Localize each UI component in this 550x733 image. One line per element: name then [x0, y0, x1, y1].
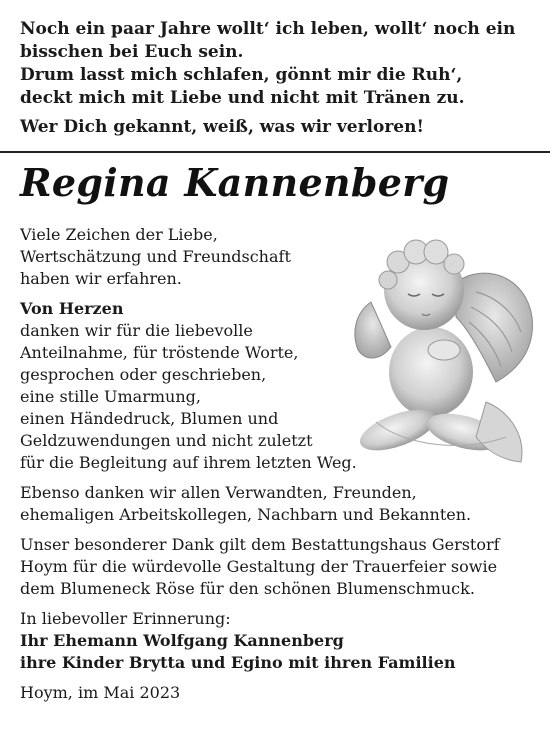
poem-line: Drum lasst mich schlafen, gönnt mir die Ruh‘,: [20, 65, 463, 85]
special-thanks-paragraph: [20, 534, 540, 600]
thanks-intro-line: Wertschätzung und Freundschaft: [20, 247, 291, 266]
special-line: Hoym für die würdevolle Gestaltung der Trauerfeier sowie: [20, 557, 498, 576]
special-line: Unser besonderer Dank gilt dem Bestattungshaus Gerstorf: [20, 535, 500, 554]
thanks-intro-line: haben wir erfahren.: [20, 269, 182, 288]
special-line: dem Blumeneck Röse für den schönen Blumenschmuck.: [20, 579, 475, 598]
deceased-name: Regina Kannenberg: [20, 160, 450, 205]
heart-label: Von Herzen: [20, 299, 124, 318]
thanks-body-line: einen Händedruck, Blumen und: [20, 409, 279, 428]
place-date: Hoym, im Mai 2023: [20, 683, 181, 702]
signer-line: Ihr Ehemann Wolfgang Kannenberg: [20, 631, 344, 650]
thanks-text: [20, 224, 540, 704]
thanks-intro-line: Viele Zeichen der Liebe,: [20, 225, 218, 244]
signature-block: [20, 608, 540, 674]
thanks-body-line: eine stille Umarmung,: [20, 387, 201, 406]
thanks-body-line: gesprochen oder geschrieben,: [20, 365, 267, 384]
relatives-paragraph: [20, 482, 540, 526]
thanks-body-line: Geldzuwendungen und nicht zuletzt: [20, 431, 313, 450]
relatives-line: Ebenso danken wir allen Verwandten, Freunden,: [20, 483, 417, 502]
thanks-body-line: Anteilnahme, für tröstende Worte,: [20, 343, 299, 362]
thanks-body-line: danken wir für die liebevolle: [20, 321, 253, 340]
quote: Wer Dich gekannt, weiß, was wir verloren!: [20, 117, 424, 137]
poem-line: Noch ein paar Jahre wollt‘ ich leben, wollt‘ noch ein: [20, 19, 516, 39]
poem-line: deckt mich mit Liebe und nicht mit Tränen zu.: [20, 88, 465, 108]
poem: [20, 18, 540, 139]
signer-line: ihre Kinder Brytta und Egino mit ihren Familien: [20, 653, 456, 672]
thanks-body-line: für die Begleitung auf ihrem letzten Weg.: [20, 453, 357, 472]
relatives-line: ehemaligen Arbeitskollegen, Nachbarn und Bekannten.: [20, 505, 472, 524]
memory-label: In liebevoller Erinnerung:: [20, 609, 231, 628]
poem-line: bisschen bei Euch sein.: [20, 42, 244, 62]
